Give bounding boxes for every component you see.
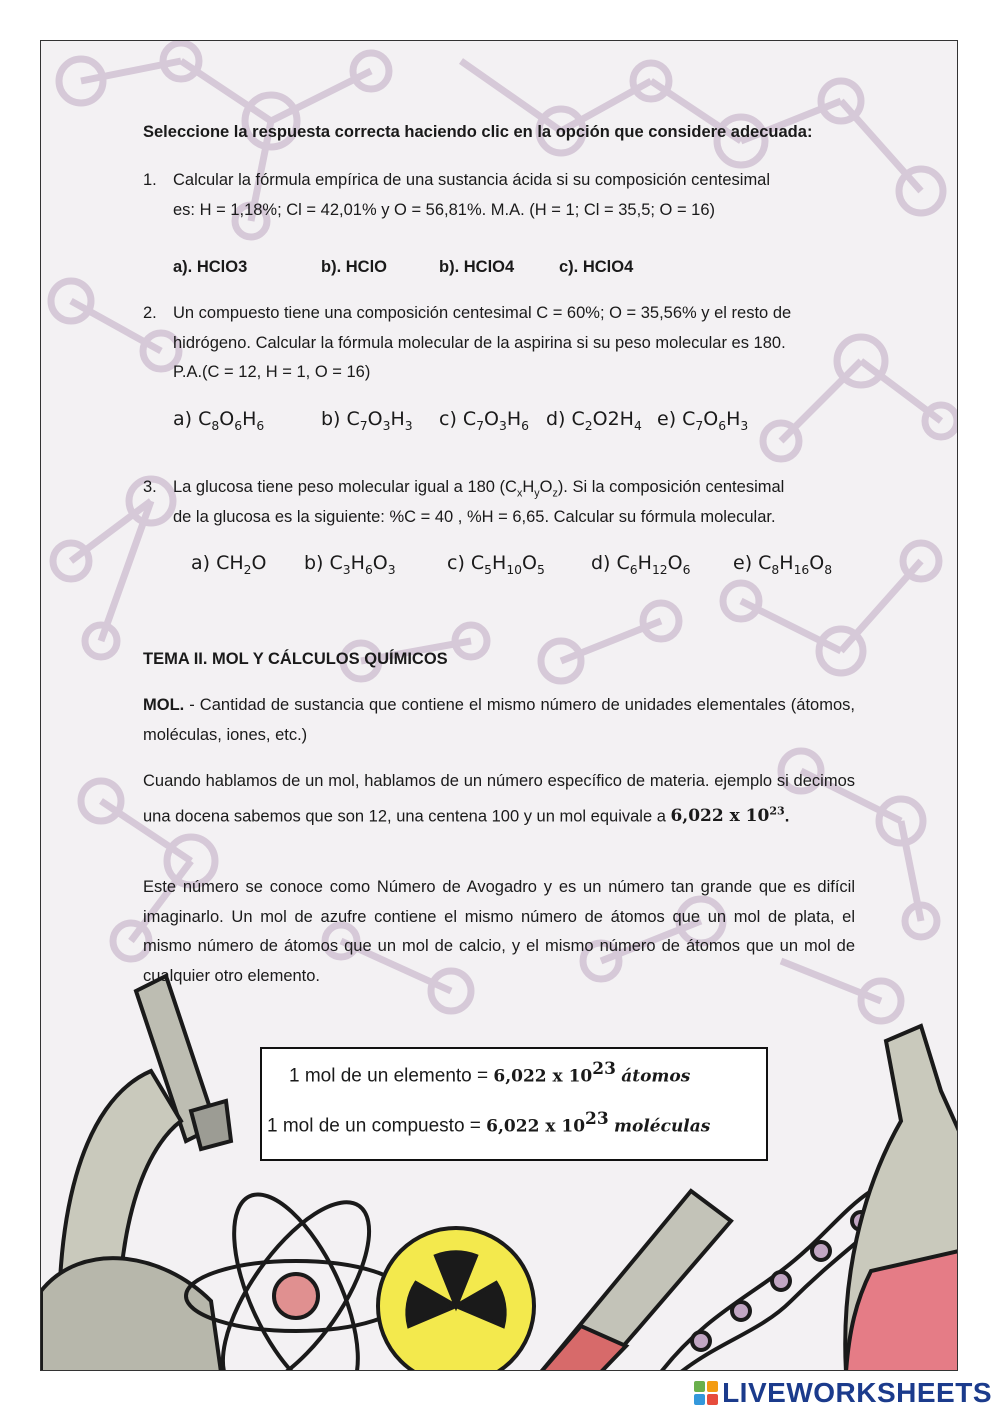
q3-option-a[interactable]: a) $CH_2O$	[191, 552, 267, 577]
logo-grid-icon	[694, 1381, 718, 1405]
q2-option-a[interactable]: a) $C_8O_6H_6$	[173, 408, 265, 433]
q1-option-b[interactable]: b). HClO	[321, 258, 387, 276]
mol-definition: MOL. - Cantidad de sustancia que contiene el mismo número de unidades elementales (átomos, moléculas, iones, etc.)	[143, 696, 855, 744]
q2-option-d[interactable]: d) $C_2O2H_4$	[546, 408, 642, 433]
question-1-line-2: es: H = 1,18%; Cl = 42,01% y O = 56,81%. M.A. (H = 1; Cl = 35,5; O = 16)	[173, 201, 716, 219]
q3-option-b[interactable]: b) $C_3H_6O_3$	[304, 552, 396, 577]
box-line-compound: 1 mol de un compuesto = 6,022 x $10^{23}$ moléculas	[267, 1109, 711, 1137]
q2-option-c[interactable]: c) $C_7O_3H_6$	[439, 408, 530, 433]
q3-option-d[interactable]: d) $C_6H_{12}O_6$	[591, 552, 691, 577]
question-1-number: 1.	[143, 171, 157, 189]
box-line-element: 1 mol de un elemento = 6,022 x $10^{23}$ átomos	[289, 1059, 691, 1087]
q1-option-c[interactable]: c). HClO4	[559, 258, 634, 276]
question-3-number: 3.	[143, 478, 157, 496]
question-2-number: 2.	[143, 304, 157, 322]
q3-option-c[interactable]: c) $C_5H_{10}O_5$	[447, 552, 545, 577]
mol-paragraph-1: Cuando hablamos de un mol, hablamos de un número específico de materia. ejemplo si decimos una docena sabemos que son 12, una centena 100 y un mol equivale a 6,022 x $10^{23}$.	[143, 772, 855, 827]
section-title: TEMA II. MOL Y CÁLCULOS QUÍMICOS	[143, 650, 448, 668]
question-3-line-2: de la glucosa es la siguiente: %C = 40 , %H = 6,65. Calcular su fórmula molecular.	[173, 508, 776, 526]
question-2-line-2: hidrógeno. Calcular la fórmula molecular de la aspirina si su peso molecular es 180.	[173, 334, 786, 352]
worksheet-page	[40, 40, 958, 1371]
avogadro-number: 6,022 x $10^{23}$	[670, 804, 785, 827]
q2-option-b[interactable]: b) $C_7O_3H_3$	[321, 408, 413, 433]
q3-option-e[interactable]: e) $C_8H_{16}O_8$	[733, 552, 833, 577]
question-2-line-3: P.A.(C = 12, H = 1, O = 16)	[173, 363, 371, 381]
mol-paragraph-2: Este número se conoce como Número de Avogadro y es un número tan grande que es difícil imaginarlo. Un mol de azufre contiene el mismo número de átomos que un mol de plata, el mismo número de átomos que un mol de calcio, y el mismo número de átomos que un mol de cualquier otro elemento.	[143, 878, 855, 985]
mol-equivalence-box	[260, 1047, 768, 1161]
question-2-line-1: Un compuesto tiene una composición centesimal C = 60%; O = 35,56% y el resto de	[173, 304, 792, 322]
q1-option-b2[interactable]: b). HClO4	[439, 258, 515, 276]
logo-text: LIVEWORKSHEETS	[722, 1377, 992, 1408]
instruction-text: Seleccione la respuesta correcta haciendo clic en la opción que considere adecuada:	[143, 123, 813, 141]
question-1-line-1: Calcular la fórmula empírica de una sustancia ácida si su composición centesimal	[173, 171, 771, 189]
q1-option-a[interactable]: a). HClO3	[173, 258, 248, 276]
liveworksheets-logo[interactable]	[694, 1378, 992, 1408]
question-3-line-1: La glucosa tiene peso molecular igual a 180 $(C_xH_yO_z)$. Si la composición centesimal	[173, 478, 785, 500]
q2-option-e[interactable]: e) $C_7O_6H_3$	[657, 408, 749, 433]
